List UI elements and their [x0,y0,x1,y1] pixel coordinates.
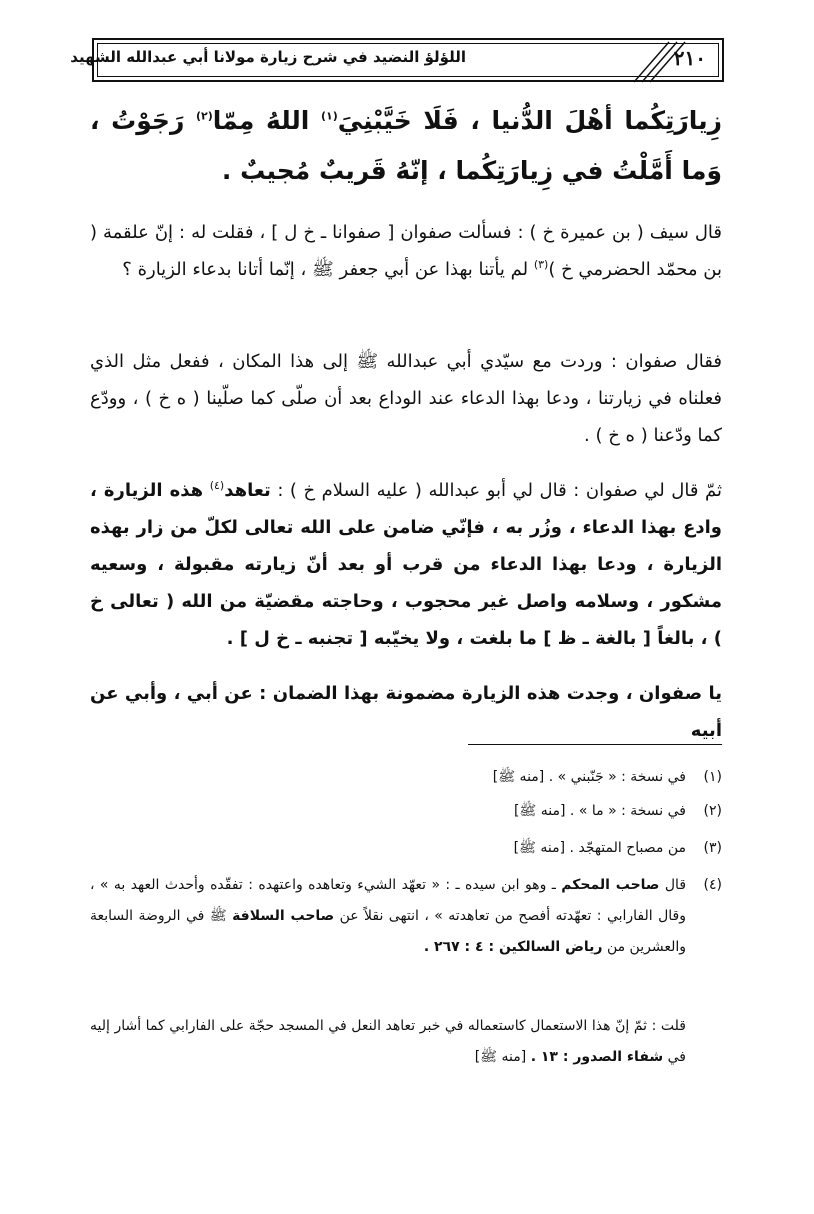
footnote-3-text: من مصباح المتهجّد . [منه ﷺ] [513,840,686,856]
footnote-1-text: في نسخة : « جَنّبني » . [منه ﷺ] [492,769,686,785]
paragraph-3-part-a: ثمّ قال لي صفوان : قال لي أبو عبدالله ( عليه السلام خ ) : [277,480,722,501]
footnote-5-part-b: [منه ﷺ] [474,1049,527,1065]
prayer-closing-text [90,96,722,196]
running-header [70,38,724,82]
paragraph-2: فقال صفوان : وردت مع سيّدي أبي عبدالله ﷺ إلى هذا المكان ، ففعل مثل الذي فعلناه في زيارتنا ، ودعا بهذا الدعاء عند الوداع بعد أن صلّى كما صلّينا ( ه خ ) ، وودّع كما ودّعنا ( ه خ ) . [90,351,722,446]
opening-part-2: اللهُ مِمّا [212,106,310,135]
paragraph-1 [90,214,722,288]
footnote-4-body [90,870,722,963]
footnote-4-part-c: ﷺ في الروضة السابعة والعشرين من [90,908,686,955]
paragraph-1-part-a: قال سيف ( بن عميرة خ ) : فسألت صفوان [ صفوانا ـ خ ل ] ، فقلت له : إنّ علقمة ( بن محمّد الحضرمي خ ) [90,222,722,280]
footnote-3 [90,833,722,864]
paragraph-1-part-b: لم يأتنا بهذا عن أبي جعفر ﷺ ، إنّما أتانا بدعاء الزيارة ؟ [122,259,529,280]
footnote-5-source: شفاء الصدور : ١٣ . [530,1049,664,1065]
footnote-ref-2: (٢) [195,109,213,123]
footnote-4-source-3: رياض السالكين : ٤ : ٢٦٧ . [423,939,603,955]
book-title: اللؤلؤ النضيد في شرح زيارة مولانا أبي عبدالله الشهيد [70,48,466,66]
paragraph-4: يا صفوان ، وجدت هذه الزيارة مضمونة بهذا الضمان : عن أبي ، وأبي عن أبيه [90,683,722,741]
footnote-2-number: (٢) [703,803,722,819]
footnote-4-number: (٤) [703,877,722,893]
footnote-2-text: في نسخة : « ما » . [منه ﷺ] [513,803,686,819]
opening-part-3: رَجَوْتُ ، وَما أَمَّلْتُ في زِيارَتِكُما ، إنّهُ قَريبٌ مُجيبٌ . [90,106,722,185]
footnote-2 [90,796,722,827]
footnote-4 [90,870,722,963]
footnote-4-continuation [90,1011,722,1073]
footnote-1 [90,762,722,793]
footnote-ref-3: (٣) [533,258,549,271]
footnote-ref-4: (٤) [209,479,225,492]
footnote-4-source-2: صاحب السلافة [232,908,335,924]
paragraph-3-bold-word: تعاهد [224,480,271,501]
footnote-1-number: (١) [703,769,722,785]
paragraph-3 [90,472,722,657]
footnote-separator [468,744,722,745]
footnote-ref-1: (١) [321,109,338,123]
footnote-4-part-b: ـ وهو ابن سيده ـ : « تعهّد الشيء وتعاهده واعتهده : تفقّده وأحدث العهد به » ، وقال الفارابي : تعهّدته أفصح من تعاهدته » ، انتهى نقلاً عن [90,877,686,924]
footnote-4-part-a: قال [664,877,687,893]
footnote-3-number: (٣) [703,840,722,856]
footnote-4-source-1: صاحب المحكم [561,877,660,893]
paragraph-3-part-b: هذه الزيارة ، وادع بهذا الدعاء ، وزُر به ، فإنّي ضامن على الله تعالى لكلّ من زار بهذه الزيارة ، ودعا بهذا الدعاء من قرب أو بعد أنّ زيارته مقبولة ، وسعيه مشكور ، وسلامه واصل غير محجوب ، وحاجته مقضيّة من الله ( تعالى خ ) ، بالغاً [ بالغة ـ ظ ] ما بلغت ، ولا يخيّبه [ تجنبه ـ خ ل ] . [90,480,722,649]
page-number: ٢١٠ [673,46,706,70]
footnote-5-part-a: قلت : ثمّ إنّ هذا الاستعمال كاستعماله في خبر تعاهد النعل في المسجد حجّة على الفارابي كما أشار إليه في [90,1018,686,1065]
opening-part-1: زِيارَتِكُما أهْلَ الدُّنيا ، فَلَا خَيَّبْنِيَ [337,106,722,135]
